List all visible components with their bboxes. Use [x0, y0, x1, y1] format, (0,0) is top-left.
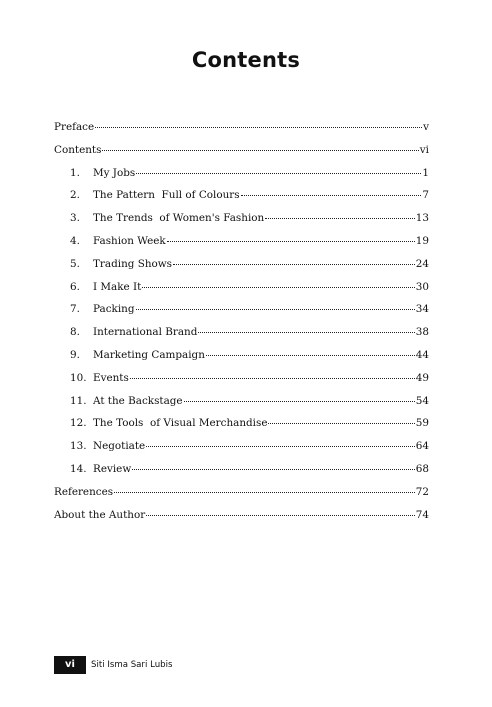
- table-of-contents: [54, 121, 429, 531]
- dot-leader: [136, 173, 421, 174]
- chapter-page: 54: [415, 394, 429, 407]
- chapter-page: 34: [415, 303, 429, 316]
- dot-leader: [184, 401, 415, 402]
- chapter-page: 44: [415, 348, 429, 361]
- chapter-number: 6.: [70, 280, 80, 293]
- dot-leader: [241, 195, 422, 196]
- toc-entry-page: v: [423, 121, 429, 133]
- toc-entry-preface[interactable]: [54, 121, 429, 144]
- toc-chapter-2[interactable]: [54, 189, 429, 212]
- dot-leader: [136, 309, 415, 310]
- dot-leader: [206, 355, 415, 356]
- toc-entry-references[interactable]: [54, 486, 429, 509]
- toc-entry-page: vi: [419, 143, 429, 156]
- chapter-number: 5.: [70, 257, 80, 270]
- chapter-title: Negotiate: [93, 440, 146, 453]
- toc-chapter-8[interactable]: [54, 326, 429, 349]
- chapter-title: International Brand: [93, 326, 198, 339]
- chapter-title: Events: [93, 371, 129, 384]
- toc-chapter-14[interactable]: [54, 463, 429, 486]
- dot-leader: [265, 218, 415, 219]
- chapter-page: 38: [415, 326, 429, 339]
- chapter-page: 7: [422, 189, 429, 202]
- dot-leader: [198, 332, 414, 333]
- toc-entry-contents[interactable]: [54, 144, 429, 167]
- toc-chapter-3[interactable]: [54, 212, 429, 235]
- chapter-number: 2.: [70, 189, 80, 202]
- dot-leader: [102, 150, 418, 151]
- running-author: Siti Isma Sari Lubis: [91, 660, 173, 670]
- chapter-number: 4.: [70, 234, 80, 247]
- toc-entry-label: Contents: [54, 143, 102, 156]
- page-footer: [54, 656, 173, 674]
- chapter-number: 12.: [70, 417, 87, 430]
- dot-leader: [146, 515, 415, 516]
- chapter-title: Packing: [93, 303, 135, 316]
- toc-chapter-12[interactable]: [54, 417, 429, 440]
- toc-chapter-6[interactable]: [54, 281, 429, 304]
- chapter-title: The Tools of Visual Merchandise: [93, 417, 268, 430]
- toc-chapter-5[interactable]: [54, 258, 429, 281]
- chapter-title: Trading Shows: [93, 257, 173, 270]
- chapter-page: 64: [415, 440, 429, 453]
- page-title: Contents: [191, 48, 301, 72]
- toc-entry-label: Preface: [54, 121, 95, 133]
- chapter-title: At the Backstage: [93, 394, 183, 407]
- toc-entry-about-the-author[interactable]: [54, 509, 429, 532]
- toc-entry-label: About the Author: [54, 508, 146, 521]
- dot-leader: [167, 241, 415, 242]
- toc-entry-page: 74: [415, 508, 429, 521]
- chapter-number: 8.: [70, 326, 80, 339]
- chapter-title: Fashion Week: [93, 234, 166, 247]
- dot-leader: [173, 264, 415, 265]
- chapter-number: 14.: [70, 462, 87, 475]
- dot-leader: [268, 423, 414, 424]
- chapter-page: 19: [415, 234, 429, 247]
- dot-leader: [114, 492, 415, 493]
- chapter-page: 1: [422, 166, 429, 179]
- chapter-number: 13.: [70, 440, 87, 453]
- chapter-page: 30: [415, 280, 429, 293]
- chapter-number: 7.: [70, 303, 80, 316]
- toc-entry-label: References: [54, 485, 114, 498]
- toc-chapter-11[interactable]: [54, 395, 429, 418]
- chapter-page: 49: [415, 371, 429, 384]
- toc-chapter-4[interactable]: [54, 235, 429, 258]
- toc-chapter-1[interactable]: [54, 167, 429, 190]
- dot-leader: [95, 127, 422, 128]
- chapter-title: The Pattern Full of Colours: [93, 189, 240, 202]
- toc-entry-page: 72: [415, 485, 429, 498]
- dot-leader: [130, 378, 415, 379]
- toc-chapter-10[interactable]: [54, 372, 429, 395]
- toc-chapter-13[interactable]: [54, 440, 429, 463]
- chapter-title: My Jobs: [93, 166, 136, 179]
- chapter-page: 59: [415, 417, 429, 430]
- chapter-number: 11.: [70, 394, 87, 407]
- dot-leader: [132, 469, 415, 470]
- page-number-badge: vi: [54, 656, 86, 674]
- chapter-title: The Trends of Women's Fashion: [93, 212, 265, 225]
- dot-leader: [146, 446, 415, 447]
- chapter-number: 3.: [70, 212, 80, 225]
- chapter-page: 68: [415, 462, 429, 475]
- chapter-number: 10.: [70, 371, 87, 384]
- chapter-title: Marketing Campaign: [93, 348, 205, 361]
- dot-leader: [142, 287, 414, 288]
- chapter-number: 1.: [70, 166, 80, 179]
- toc-chapter-9[interactable]: [54, 349, 429, 372]
- chapter-page: 24: [415, 257, 429, 270]
- chapter-page: 13: [415, 212, 429, 225]
- chapter-title: I Make It: [93, 280, 142, 293]
- toc-chapter-7[interactable]: [54, 303, 429, 326]
- chapter-number: 9.: [70, 348, 80, 361]
- chapter-title: Review: [93, 462, 132, 475]
